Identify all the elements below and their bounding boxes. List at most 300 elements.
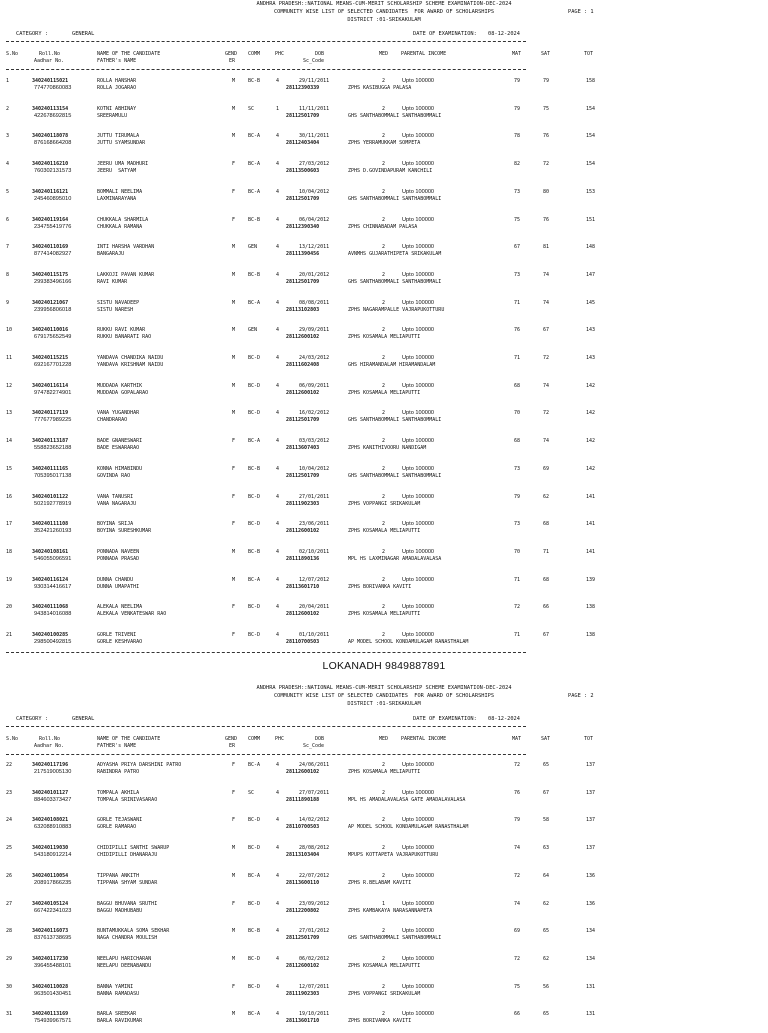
cell-sc: 28111902303 (286, 500, 320, 507)
cell-sno: 9 (6, 299, 10, 306)
cell-phc: 4 (276, 161, 280, 168)
table-row (0, 549, 768, 571)
cell-name: JEERU UMA MADHURI (97, 161, 149, 168)
cell-income: Upto 100000 (402, 845, 435, 852)
cell-mat: 75 (514, 983, 521, 990)
cell-sc: 28112600102 (286, 769, 320, 775)
cell-sc: 28112390340 (286, 223, 320, 230)
cell-sc: 28111902303 (286, 990, 320, 997)
cell-name: JUTTU TIRUMALA (97, 133, 140, 140)
cell-aadhar: 692167701228 (34, 362, 72, 368)
divider (6, 754, 526, 755)
cell-father: SISTU NARESH (97, 306, 134, 313)
cell-aadhar: 837613738695 (34, 935, 72, 942)
cell-aadhar: 217519005130 (34, 769, 72, 775)
col-name: NAME OF THE CANDIDATE (97, 51, 161, 57)
cell-father: PONNADA PRASAD (97, 555, 140, 562)
cell-sno: 11 (6, 355, 13, 361)
cell-sno: 17 (6, 521, 13, 528)
cell-school: ZPHS BORIVANKA KAVITI (348, 583, 412, 590)
cell-phc: 4 (276, 789, 280, 796)
cell-sno: 27 (6, 900, 13, 907)
cell-tot: 148 (586, 244, 596, 251)
cell-dob: 06/02/2012 (299, 955, 330, 962)
cell-income: Upto 100000 (402, 465, 435, 472)
col-community: COMM (248, 51, 261, 57)
cell-tot: 131 (586, 983, 596, 990)
col-sno: S.No (6, 51, 19, 57)
cell-med: 2 (382, 465, 386, 472)
table-row (0, 327, 768, 349)
cell-income: Upto 100000 (402, 355, 435, 361)
cell-roll: 340240116210 (32, 161, 69, 168)
cell-school: GHS SANTHABOMMALI SANTHABOMMALI (348, 472, 442, 479)
cell-sat: 76 (543, 133, 550, 140)
cell-income: Upto 100000 (402, 105, 435, 112)
cell-father: CHANDRARAO (97, 417, 128, 424)
cell-income: Upto 100000 (402, 271, 435, 278)
cell-aadhar: 774770860083 (34, 85, 72, 91)
cell-comm: BC-A (248, 299, 261, 306)
cell-phc: 4 (276, 955, 280, 962)
cell-roll: 340240100285 (32, 632, 69, 638)
cell-roll: 340240117119 (32, 410, 69, 417)
cell-dob: 23/09/2012 (299, 900, 330, 907)
cell-dob: 29/09/2011 (299, 327, 330, 334)
cell-comm: BC-A (248, 188, 261, 195)
table-row (0, 244, 768, 266)
cell-sno: 10 (6, 327, 13, 334)
table-row (0, 632, 768, 654)
cell-roll: 340240119030 (32, 845, 69, 852)
cell-father: SREERAMULU (97, 112, 128, 119)
cell-income: Upto 100000 (402, 521, 435, 528)
cell-comm: SC (248, 105, 255, 112)
cell-med: 2 (382, 188, 386, 195)
cell-name: KOTNI ABHINAY (97, 105, 137, 112)
cell-roll: 340240110028 (32, 983, 69, 990)
cell-g: F (232, 632, 236, 638)
cell-dob: 22/07/2012 (299, 872, 330, 879)
cell-father: JUTTU SYAMSUNDAR (97, 140, 146, 147)
cell-father: TOMPALA SRINIVASARAO (97, 796, 158, 803)
cell-father: BANGARAJU (97, 251, 125, 258)
col-medium: MED (379, 736, 389, 742)
cell-sno: 13 (6, 410, 13, 417)
cell-tot: 141 (586, 493, 596, 500)
cell-phc: 4 (276, 133, 280, 140)
cell-mat: 71 (514, 576, 521, 583)
cell-dob: 28/08/2012 (299, 845, 330, 852)
cell-father: VANA NAGARAJU (97, 500, 137, 507)
cell-tot: 137 (586, 817, 596, 824)
cell-g: M (232, 548, 236, 555)
cell-school: AP MODEL SCHOOL KONDAMULAGAM RANASTHALAM (348, 824, 469, 831)
cell-income: Upto 100000 (402, 900, 435, 907)
cell-sno: 20 (6, 604, 13, 611)
cell-sno: 14 (6, 438, 13, 445)
cell-phc: 4 (276, 465, 280, 472)
table-row (0, 604, 768, 626)
cell-comm: BC-D (248, 604, 261, 611)
cell-name: INTI HARSHA VARDHAN (97, 244, 155, 251)
cell-sat: 68 (543, 521, 550, 528)
cell-tot: 143 (586, 355, 596, 361)
cell-father: NEELAPU DEENABANDU (97, 962, 152, 969)
cell-comm: BC-D (248, 845, 261, 852)
cell-school: MPUPS KOTTAPETA VAJRAPUKOTTURU (348, 852, 439, 859)
col-aadhar: Aadhar No. (34, 743, 65, 749)
cell-roll: 340240110169 (32, 244, 69, 251)
cell-comm: GEN (248, 327, 258, 334)
cell-roll: 340240110054 (32, 872, 69, 879)
cell-sat: 65 (543, 1011, 550, 1018)
cell-aadhar: 396455488101 (34, 962, 72, 969)
cell-father: NAGA CHANDRA MOULISH (97, 935, 158, 942)
column-header (0, 736, 768, 750)
cell-phc: 4 (276, 493, 280, 500)
cell-sno: 31 (6, 1011, 13, 1018)
cell-g: F (232, 900, 236, 907)
cell-med: 2 (382, 872, 386, 879)
cell-sat: 74 (543, 438, 550, 445)
cell-sno: 21 (6, 632, 13, 638)
cell-name: BADE GNANESWARI (97, 438, 143, 445)
cell-income: Upto 100000 (402, 382, 435, 389)
cell-sat: 72 (543, 161, 550, 168)
cell-comm: GEN (248, 244, 258, 251)
cell-comm: BC-D (248, 983, 261, 990)
cell-dob: 10/04/2012 (299, 465, 330, 472)
col-school-code: Sc_Code (303, 58, 325, 64)
table-row (0, 790, 768, 812)
page-number: PAGE : 2 (568, 693, 594, 699)
cell-mat: 71 (514, 355, 521, 361)
cell-sat: 67 (543, 632, 550, 638)
cell-sc: 28110700503 (286, 824, 320, 831)
cell-dob: 08/08/2011 (299, 299, 330, 306)
table-row (0, 956, 768, 978)
cell-roll: 340240108021 (32, 817, 69, 824)
cell-income: Upto 100000 (402, 216, 435, 223)
cell-comm: BC-B (248, 216, 261, 223)
cell-mat: 78 (514, 133, 521, 140)
cell-tot: 142 (586, 465, 596, 472)
cell-med: 2 (382, 244, 386, 251)
cell-phc: 4 (276, 521, 280, 528)
cell-roll: 340240113169 (32, 1011, 69, 1018)
cell-comm: BC-D (248, 632, 261, 638)
cell-name: TIPPANA ANKITH (97, 872, 140, 879)
cell-name: BUNTAMUKKALA SOMA SEKHAR (97, 928, 170, 935)
cell-roll: 340240115175 (32, 271, 69, 278)
cell-comm: BC-A (248, 576, 261, 583)
cell-sc: 28112501709 (286, 195, 320, 202)
cell-aadhar: 558823652188 (34, 445, 72, 452)
col-income: PARENTAL INCOME (401, 736, 447, 742)
cell-sno: 22 (6, 762, 13, 768)
cell-name: DUNNA CHANDU (97, 576, 134, 583)
cell-sc: 28112501709 (286, 472, 320, 479)
cell-sc: 28111602408 (286, 362, 320, 368)
divider (6, 41, 526, 42)
exam-date: 08-12-2024 (488, 31, 520, 37)
col-sat: SAT (541, 51, 551, 57)
cell-comm: BC-A (248, 872, 261, 879)
cell-aadhar: 352421260193 (34, 528, 72, 535)
cell-name: BARLA SREEKAR (97, 1011, 137, 1018)
cell-sc: 28111890188 (286, 796, 320, 803)
exam-date-label: DATE OF EXAMINATION: (413, 716, 477, 722)
cell-name: BOMMALI NEELIMA (97, 188, 143, 195)
cell-name: BOYINA SRIJA (97, 521, 134, 528)
cell-g: M (232, 327, 236, 334)
cell-mat: 82 (514, 161, 521, 168)
cell-aadhar: 298500492815 (34, 639, 72, 645)
cell-dob: 12/07/2011 (299, 983, 330, 990)
cell-med: 2 (382, 521, 386, 528)
cell-sat: 62 (543, 955, 550, 962)
cell-aadhar: 930314416617 (34, 583, 72, 590)
cell-g: M (232, 244, 236, 251)
cell-father: GOVINDA RAO (97, 472, 131, 479)
cell-sat: 63 (543, 845, 550, 852)
cell-sat: 74 (543, 271, 550, 278)
cell-school: ZPHS KOSAMALA MELIAPUTTI (348, 769, 421, 775)
cell-sc: 28113103404 (286, 852, 320, 859)
report-title: ANDHRA PRADESH::NATIONAL MEANS-CUM-MERIT SCHOLARSHIP SCHEME EXAMINATION-DEC-2024 (256, 1, 512, 7)
cell-sat: 66 (543, 604, 550, 611)
cell-sat: 76 (543, 216, 550, 223)
cell-mat: 71 (514, 299, 521, 306)
cell-school: ZPHS KASIBUGGA PALASA (348, 85, 412, 91)
col-gender: GEND (225, 51, 238, 57)
cell-tot: 142 (586, 382, 596, 389)
table-row (0, 355, 768, 377)
cell-med: 2 (382, 161, 386, 168)
category-value: GENERAL (72, 716, 95, 722)
table-row (0, 817, 768, 839)
cell-sno: 6 (6, 216, 10, 223)
cell-father: ROLLA JOGARAO (97, 85, 137, 91)
cell-sc: 28113500603 (286, 168, 320, 175)
cell-med: 2 (382, 438, 386, 445)
cell-sat: 62 (543, 493, 550, 500)
cell-aadhar: 546055096591 (34, 555, 72, 562)
table-row (0, 161, 768, 183)
report-subtitle: COMMUNITY WISE LIST OF SELECTED CANDIDATES FOR AWARD OF SCHOLARSHIPS (273, 9, 495, 15)
cell-father: ALEKALA VENKATESWAR RAO (97, 611, 167, 618)
table-row (0, 189, 768, 211)
cell-tot: 131 (586, 1011, 596, 1018)
cell-phc: 4 (276, 188, 280, 195)
cell-dob: 20/04/2011 (299, 604, 330, 611)
cell-name: PONNADA NAVEEN (97, 548, 140, 555)
col-mat: MAT (512, 51, 522, 57)
cell-aadhar: 943814016088 (34, 611, 72, 618)
cell-school: ZPHS VOPPANGI SRIKAKULAM (348, 990, 421, 997)
cell-med: 2 (382, 271, 386, 278)
cell-g: F (232, 493, 236, 500)
cell-name: RUKKU RAVI KUMAR (97, 327, 146, 334)
divider (6, 69, 526, 70)
cell-comm: BC-A (248, 762, 261, 768)
cell-phc: 4 (276, 817, 280, 824)
cell-school: ZPHS D.GOVINDAPURAM KANCHILI (348, 168, 433, 175)
cell-father: GORLE KESHVARAO (97, 639, 143, 645)
cell-sno: 7 (6, 244, 10, 251)
cell-sc: 28112403404 (286, 140, 320, 147)
table-row (0, 494, 768, 516)
col-gender-2: ER (229, 743, 236, 749)
cell-comm: BC-D (248, 493, 261, 500)
cell-mat: 72 (514, 604, 521, 611)
col-tot: TOT (584, 51, 594, 57)
cell-tot: 134 (586, 928, 596, 935)
cell-dob: 01/10/2011 (299, 632, 330, 638)
cell-school: ZPHS KOSAMALA MELIAPUTTI (348, 611, 421, 618)
cell-school: ZPHS KOSAMALA MELIAPUTTI (348, 528, 421, 535)
cell-dob: 27/03/2012 (299, 161, 330, 168)
cell-sat: 75 (543, 105, 550, 112)
table-row (0, 521, 768, 543)
cell-father: JEERU SATYAM (97, 168, 137, 175)
cell-sc: 28112600102 (286, 962, 320, 969)
cell-name: LAKKOJI PAVAN KUMAR (97, 271, 155, 278)
cell-aadhar: 705395017138 (34, 472, 72, 479)
cell-mat: 79 (514, 493, 521, 500)
cell-mat: 69 (514, 928, 521, 935)
table-row (0, 845, 768, 867)
col-school-code: Sc_Code (303, 743, 325, 749)
cell-roll: 340240116073 (32, 928, 69, 935)
cell-school: ZPHS KOSAMALA MELIAPUTTI (348, 389, 421, 396)
cell-income: Upto 100000 (402, 133, 435, 140)
cell-sno: 2 (6, 105, 10, 112)
cell-phc: 4 (276, 327, 280, 334)
cell-income: Upto 100000 (402, 1011, 435, 1018)
cell-sc: 28112600102 (286, 389, 320, 396)
cell-comm: BC-A (248, 1011, 261, 1018)
cell-income: Upto 100000 (402, 762, 435, 768)
cell-tot: 153 (586, 188, 596, 195)
cell-tot: 145 (586, 299, 596, 306)
cell-med: 2 (382, 632, 386, 638)
cell-sat: 71 (543, 548, 550, 555)
column-header (0, 51, 768, 65)
cell-father: CHIDIPILLI DHANARAJU (97, 852, 158, 859)
cell-dob: 23/06/2011 (299, 521, 330, 528)
cell-father: TIPPANA SHYAM SUNDAR (97, 879, 158, 886)
cell-school: GHS SANTHABOMMALI SANTHABOMMALI (348, 195, 442, 202)
cell-phc: 4 (276, 576, 280, 583)
cell-med: 2 (382, 1011, 386, 1018)
cell-roll: 340240115215 (32, 355, 69, 361)
cell-school: GHS SANTHABOMMALI SANTHABOMMALI (348, 278, 442, 285)
cell-comm: BC-A (248, 161, 261, 168)
cell-med: 2 (382, 928, 386, 935)
col-dob: DOB (315, 51, 325, 57)
cell-income: Upto 100000 (402, 817, 435, 824)
cell-tot: 147 (586, 271, 596, 278)
cell-sc: 28111390456 (286, 251, 320, 258)
cell-phc: 4 (276, 548, 280, 555)
table-row (0, 901, 768, 923)
cell-roll: 340240108161 (32, 548, 69, 555)
cell-phc: 4 (276, 216, 280, 223)
cell-g: M (232, 872, 236, 879)
category-value: GENERAL (72, 31, 95, 37)
cell-tot: 151 (586, 216, 596, 223)
cell-dob: 14/02/2012 (299, 817, 330, 824)
cell-comm: BC-B (248, 78, 261, 84)
cell-comm: BC-D (248, 382, 261, 389)
cell-phc: 4 (276, 604, 280, 611)
cell-phc: 4 (276, 900, 280, 907)
cell-g: F (232, 216, 236, 223)
cell-med: 2 (382, 382, 386, 389)
cell-sno: 24 (6, 817, 13, 824)
cell-comm: BC-D (248, 817, 261, 824)
cell-med: 2 (382, 133, 386, 140)
cell-income: Upto 100000 (402, 438, 435, 445)
cell-aadhar: 208917866235 (34, 879, 72, 886)
cell-aadhar: 679175652549 (34, 334, 72, 341)
cell-phc: 4 (276, 382, 280, 389)
cell-sat: 69 (543, 465, 550, 472)
cell-name: BAGGU BHUVANA SRUTHI (97, 900, 158, 907)
col-income: PARENTAL INCOME (401, 51, 447, 57)
cell-med: 2 (382, 78, 386, 84)
cell-aadhar: 667422341023 (34, 907, 72, 914)
cell-sc: 28113102803 (286, 306, 320, 313)
cell-income: Upto 100000 (402, 955, 435, 962)
cell-dob: 29/11/2011 (299, 78, 330, 84)
cell-dob: 10/04/2012 (299, 188, 330, 195)
cell-comm: BC-A (248, 133, 261, 140)
cell-dob: 27/01/2012 (299, 928, 330, 935)
cell-g: F (232, 188, 236, 195)
cell-sc: 28113601710 (286, 583, 320, 590)
cell-name: CHUKKALA SHARMILA (97, 216, 149, 223)
cell-school: ZPHS NAGARAMPALLE VAJRAPUKOTTURU (348, 306, 445, 313)
cell-roll: 340240111108 (32, 521, 69, 528)
cell-roll: 340240110016 (32, 327, 69, 334)
cell-dob: 16/02/2012 (299, 410, 330, 417)
cell-sno: 28 (6, 928, 13, 935)
cell-aadhar: 777677989225 (34, 417, 72, 424)
cell-sat: 64 (543, 872, 550, 879)
cell-aadhar: 876168664208 (34, 140, 72, 147)
cell-income: Upto 100000 (402, 872, 435, 879)
cell-aadhar: 245460895010 (34, 195, 72, 202)
cell-sno: 15 (6, 465, 13, 472)
cell-sc: 28113607403 (286, 445, 320, 452)
cell-school: GHS SANTHABOMMALI SANTHABOMMALI (348, 417, 442, 424)
cell-med: 2 (382, 327, 386, 334)
cell-mat: 68 (514, 382, 521, 389)
cell-sc: 28112600102 (286, 528, 320, 535)
cell-phc: 4 (276, 1011, 280, 1018)
cell-sc: 28113600110 (286, 879, 320, 886)
table-row (0, 410, 768, 432)
col-name: NAME OF THE CANDIDATE (97, 736, 161, 742)
cell-father: MUDDADA GOPALARAO (97, 389, 149, 396)
cell-g: F (232, 465, 236, 472)
cell-comm: BC-B (248, 928, 261, 935)
cell-phc: 4 (276, 271, 280, 278)
cell-father: RAVI KUMAR (97, 278, 128, 285)
